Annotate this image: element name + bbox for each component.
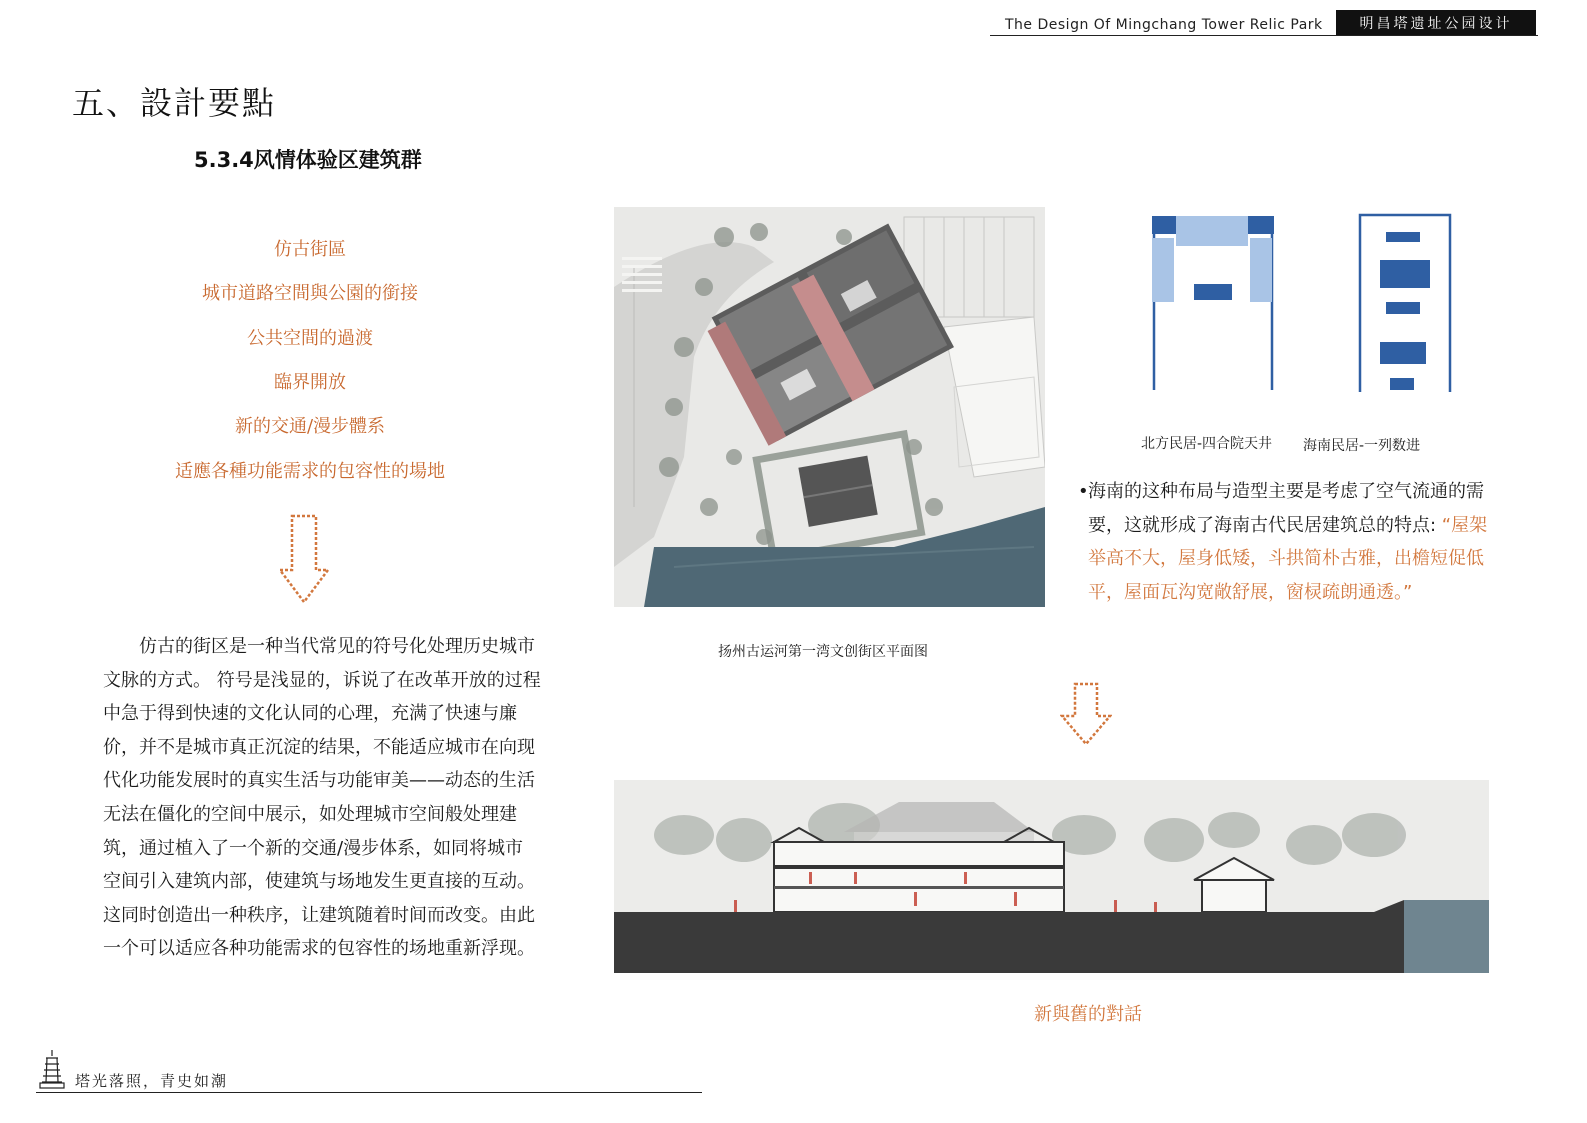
main-paragraph: 仿古的街区是一种当代常见的符号化处理历史城市文脉的方式。 符号是浅显的，诉说了在改革开放的过程中急于得到快速的文化认同的心理，充满了快速与廉价，并不是城市真正沉淀的结果，不能适应城市在向现代化功能发展时的真实生活与功能审美——动态的生活无法在僵化的空间中展示，如处理城市空间般处理建筑，通过植入了一个新的交通/漫步体系，如同将城市空间引入建筑内部，使建筑与场地发生更直接的互动。这同时创造出一种秩序，让建筑随着时间而改变。由此一个可以适应各种功能需求的包容性的场地重新浮现。 (103, 636, 541, 960)
hainan-description (1078, 475, 1500, 609)
feature-item: 臨界開放 (274, 372, 346, 393)
feature-item: 新的交通/漫步體系 (234, 416, 386, 437)
site-plan-image (614, 207, 1045, 607)
header-english-title: The Design Of Mingchang Tower Relic Park (1005, 17, 1323, 33)
hainan-caption: 海南民居-一列数进 (1303, 438, 1421, 454)
section-caption: 新與舊的對話 (1034, 1004, 1142, 1025)
header-chinese-title: 明昌塔遗址公园设计 (1336, 10, 1536, 36)
down-arrow-icon (278, 514, 330, 604)
footer-divider (36, 1092, 702, 1093)
pagoda-icon (38, 1050, 66, 1092)
plan-caption: 扬州古运河第一湾文创街区平面图 (718, 644, 928, 660)
section-elevation-image (614, 780, 1489, 973)
footer-motto: 塔光落照，青史如潮 (75, 1072, 229, 1090)
feature-item: 仿古街區 (274, 239, 346, 260)
bullet-marker: • (1078, 481, 1089, 502)
north-caption: 北方民居-四合院天井 (1141, 436, 1273, 452)
feature-item: 城市道路空間與公園的銜接 (202, 283, 418, 304)
header-divider (990, 35, 1538, 36)
hainan-text-prefix: 海南的这种布局与造型主要是考虑了空气流通的需要，这就形成了海南古代民居建筑总的特点: (1088, 481, 1484, 536)
section-title: 五、設計要點 (72, 84, 277, 122)
hainan-text-quote: “屋架举高不大，屋身低矮，斗拱简朴古雅，出檐短促低平，屋面瓦沟宽敞舒展，窗棂疏朗通透。” (1088, 514, 1488, 603)
north-courtyard-diagram (1148, 212, 1278, 392)
hainan-row-diagram (1356, 212, 1456, 394)
sub-title: 5.3.4风情体验区建筑群 (194, 148, 422, 172)
down-arrow-icon (1060, 682, 1112, 746)
feature-item: 适應各種功能需求的包容性的場地 (175, 461, 445, 482)
feature-item: 公共空間的過渡 (247, 328, 373, 349)
